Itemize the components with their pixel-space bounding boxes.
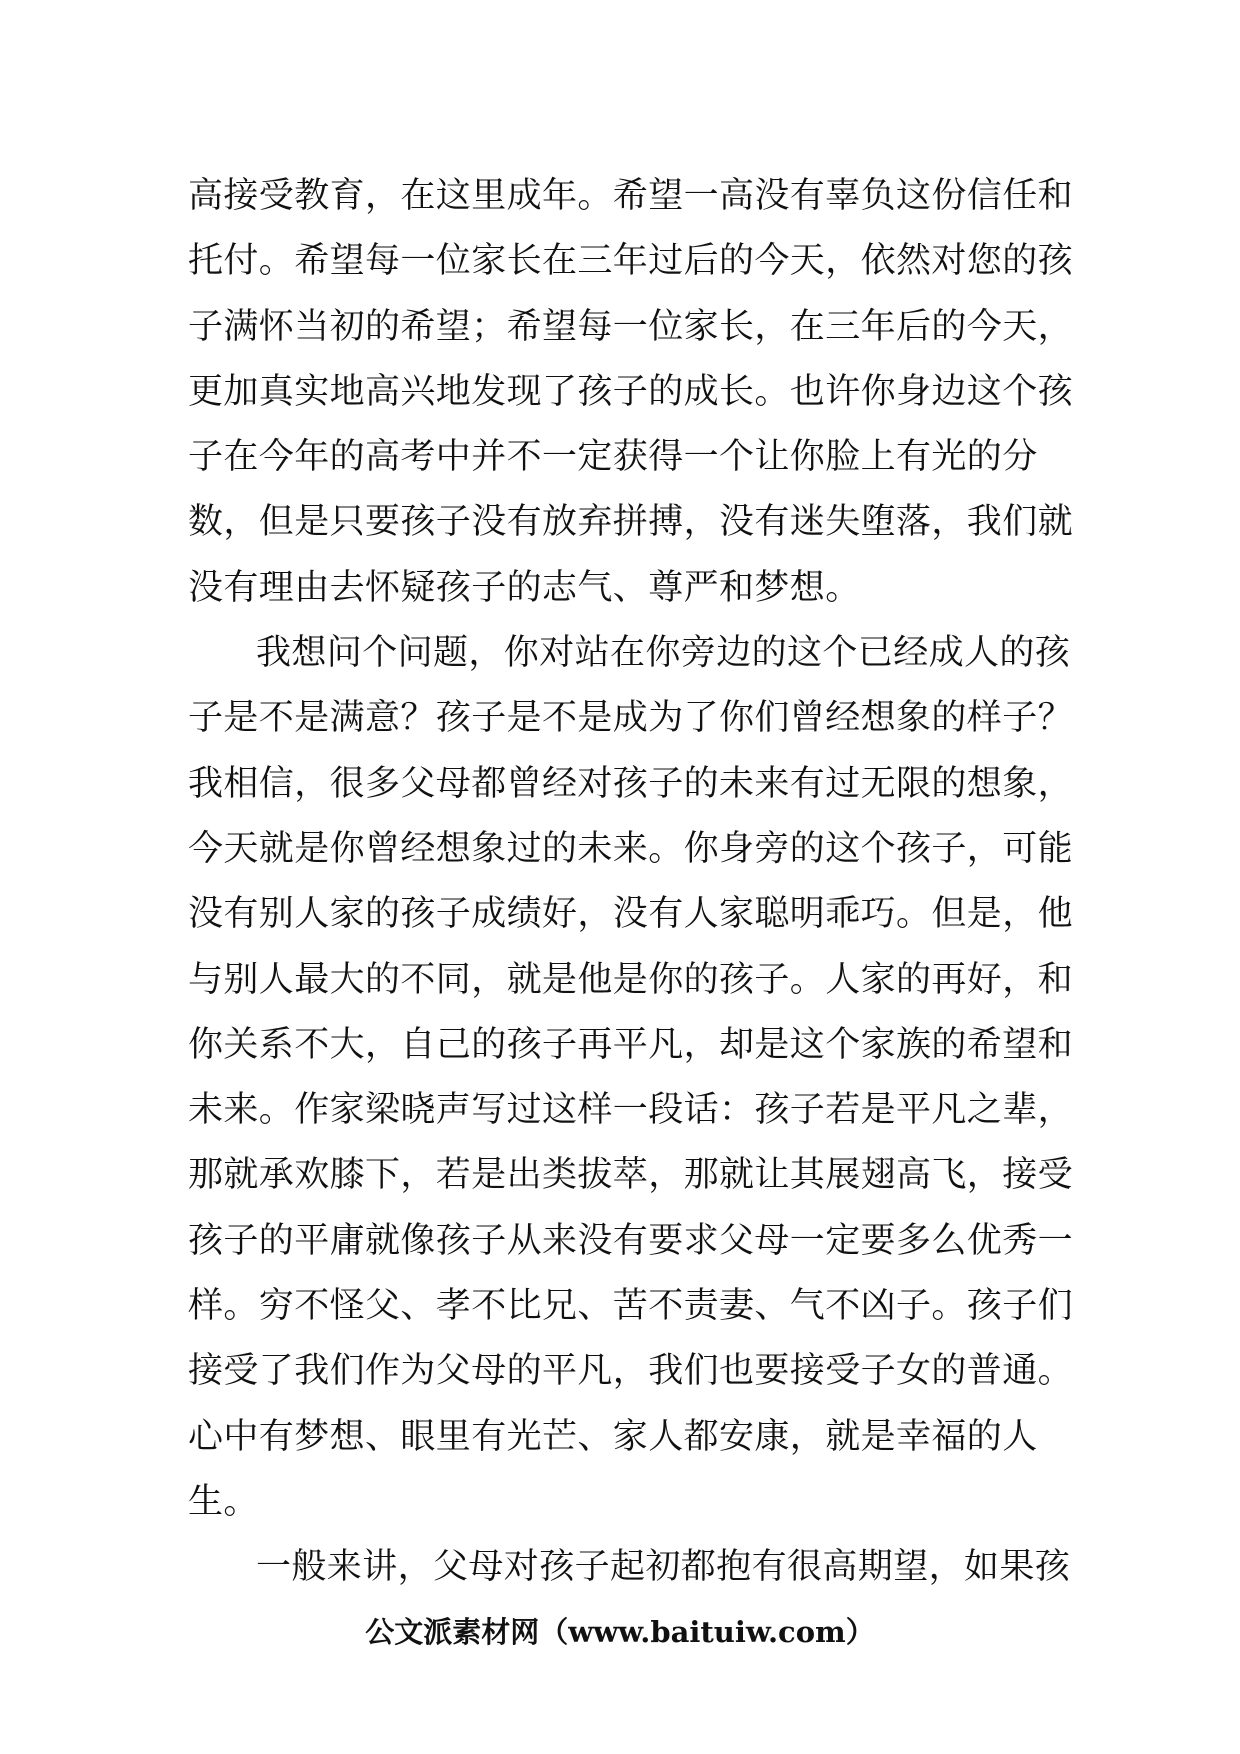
text-line: 我相信，很多父母都曾经对孩子的未来有过无限的想象， [188, 763, 1074, 804]
paragraph-first-line: 我想问个问题，你对站在你旁边的这个已经成人的孩 [256, 633, 1071, 674]
text-line: 子满怀当初的希望；希望每一位家长，在三年后的今天， [188, 306, 1074, 347]
text-line: 高接受教育，在这里成年。希望一高没有辜负这份信任和 [188, 176, 1074, 216]
paragraph-first-line: 一般来讲，父母对孩子起初都抱有很高期望，如果孩 [256, 1547, 1071, 1588]
text-line: 今天就是你曾经想象过的未来。你身旁的这个孩子，可能 [188, 828, 1074, 869]
text-line: 孩子的平庸就像孩子从来没有要求父母一定要多么优秀一 [188, 1220, 1074, 1261]
body-text [188, 164, 1074, 1601]
text-line: 数，但是只要孩子没有放弃拼搏，没有迷失堕落，我们就 [188, 502, 1074, 543]
text-line: 没有理由去怀疑孩子的志气、尊严和梦想。 [188, 567, 861, 608]
text-line: 你关系不大，自己的孩子再平凡，却是这个家族的希望和 [188, 1024, 1074, 1065]
text-line: 子在今年的高考中并不一定获得一个让你脸上有光的分 [188, 437, 1038, 478]
text-line: 心中有梦想、眼里有光芒、家人都安康，就是幸福的人 [188, 1416, 1038, 1457]
text-line: 生。 [188, 1481, 259, 1522]
text-line: 更加真实地高兴地发现了孩子的成长。也许你身边这个孩 [188, 371, 1074, 412]
page-footer: 公文派素材网（www.baituiw.com） [365, 1615, 875, 1649]
text-line: 没有别人家的孩子成绩好，没有人家聪明乖巧。但是，他 [188, 894, 1074, 935]
text-line: 与别人最大的不同，就是他是你的孩子。人家的再好，和 [188, 959, 1074, 1000]
text-line: 那就承欢膝下，若是出类拔萃，那就让其展翅高飞，接受 [188, 1155, 1074, 1196]
text-line: 接受了我们作为父母的平凡，我们也要接受子女的普通。 [188, 1351, 1074, 1392]
text-line: 未来。作家梁晓声写过这样一段话：孩子若是平凡之辈， [188, 1090, 1074, 1131]
text-line: 子是不是满意？孩子是不是成为了你们曾经想象的样子？ [188, 698, 1074, 739]
text-line: 样。穷不怪父、孝不比兄、苦不责妻、气不凶子。孩子们 [188, 1286, 1074, 1327]
text-line: 托付。希望每一位家长在三年过后的今天，依然对您的孩 [188, 241, 1074, 282]
